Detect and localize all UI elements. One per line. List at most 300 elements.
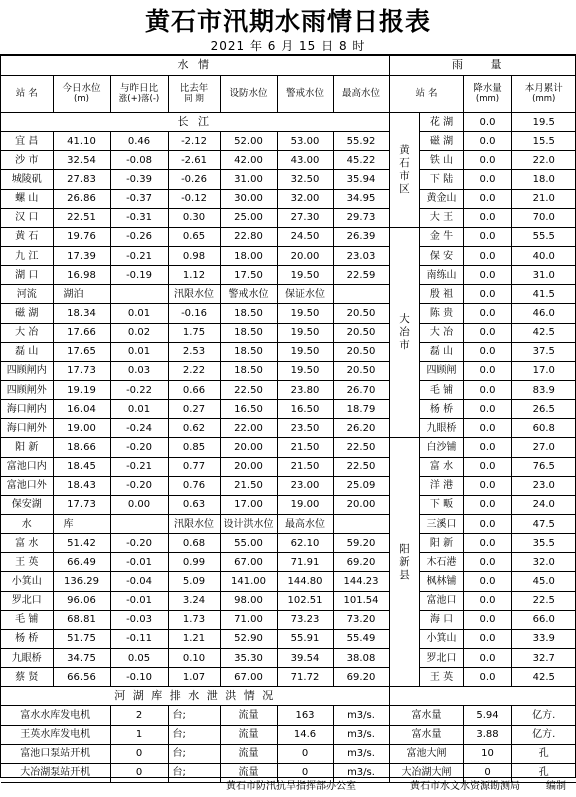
- lake-row: [1, 323, 389, 342]
- rain-month-value: [512, 304, 576, 323]
- level-value-text: -0.01: [126, 595, 152, 607]
- rain-precip-value: [464, 457, 512, 476]
- rain-col-month-header-main: 本月累计: [524, 83, 563, 95]
- level-value: [333, 629, 389, 648]
- rain-col-station-header-text: 站 名: [415, 87, 438, 99]
- drain-item-name-text: 富水水库发电机: [20, 709, 91, 721]
- level-value-text: 19.50: [290, 327, 320, 339]
- rain-group-name: [390, 438, 420, 687]
- level-value: [333, 495, 389, 514]
- level-value-text: 22.50: [234, 384, 263, 396]
- level-value: [277, 629, 333, 648]
- storage-unit-text: 亿方.: [532, 709, 556, 721]
- rain-station-name-text: 富 水: [429, 461, 454, 473]
- level-value-text: 20.00: [234, 461, 263, 473]
- level-value-text: -0.31: [126, 212, 152, 224]
- drain-unit-text: 台;: [172, 767, 186, 779]
- drain-flow-unit: [333, 744, 389, 763]
- drain-count-text: 1: [135, 729, 143, 741]
- rain-station-name-text: 大 王: [429, 212, 454, 224]
- level-value: [220, 151, 277, 170]
- rain-month-value: [512, 323, 576, 342]
- level-value: [53, 132, 110, 151]
- rain-station-name: [420, 246, 464, 265]
- station-name-text: 磊 山: [15, 346, 39, 358]
- level-value: [277, 151, 333, 170]
- rain-month-value-text: 31.0: [532, 269, 555, 281]
- level-value-text: -0.16: [181, 307, 207, 319]
- level-value-text: 43.00: [290, 154, 320, 166]
- station-name-text: 海口闸内: [6, 403, 47, 415]
- level-value-text: 31.00: [234, 173, 263, 185]
- level-value: [277, 476, 333, 495]
- level-value: [333, 380, 389, 399]
- drain-flow-value-text: 14.6: [293, 729, 317, 741]
- rain-station-name-text: 下 畈: [429, 499, 454, 511]
- station-name-text: 城陵矶: [11, 173, 42, 185]
- rain-month-value-text: 15.5: [532, 135, 555, 147]
- drain-flow-label: [220, 725, 277, 744]
- level-value-text: 18.00: [234, 250, 263, 262]
- rain-precip-value-text: 0.0: [479, 441, 496, 453]
- level-value-text: 51.42: [67, 537, 96, 549]
- level-value: [220, 572, 277, 591]
- level-value: [220, 553, 277, 572]
- level-value-text: -0.19: [126, 269, 152, 281]
- level-value: [110, 400, 168, 419]
- level-value-text: -0.26: [181, 173, 207, 185]
- rain-precip-value: [464, 648, 512, 667]
- drain-flow-unit-text: m3/s.: [347, 709, 375, 721]
- level-value: [110, 572, 168, 591]
- rain-station-name-text: 磁 湖: [429, 135, 454, 147]
- level-value: [220, 323, 277, 342]
- storage-row: [390, 725, 576, 744]
- level-value-text: 45.22: [346, 154, 376, 166]
- level-value: [110, 151, 168, 170]
- rain-month-value-text: 41.5: [532, 288, 555, 300]
- station-name-text: 宜 昌: [15, 135, 39, 147]
- level-value: [333, 151, 389, 170]
- col-station-header-text: 站 名: [15, 87, 38, 99]
- level-value-text: 0.99: [182, 556, 206, 568]
- rain-month-value: [512, 457, 576, 476]
- storage-label-text: 富水量: [411, 709, 442, 721]
- rain-station-name-text: 铁 山: [429, 154, 454, 166]
- level-value-text: 19.00: [67, 422, 96, 434]
- station-name-text: 毛 铺: [15, 614, 39, 626]
- level-value-text: 21.50: [290, 441, 320, 453]
- level-value-text: 0.46: [127, 135, 151, 147]
- storage-value-text: 10: [481, 748, 494, 760]
- changjiang-section-label: [1, 113, 389, 132]
- station-name: [1, 476, 53, 495]
- level-value: [333, 648, 389, 667]
- level-value: [110, 323, 168, 342]
- level-value: [53, 170, 110, 189]
- level-value-text: 67.00: [234, 671, 263, 683]
- station-name-text: 富池口内: [6, 461, 47, 473]
- level-value: [333, 668, 389, 687]
- level-value: [277, 380, 333, 399]
- level-value-text: 96.06: [67, 595, 96, 607]
- level-value-text: 0.66: [182, 384, 206, 396]
- level-value-text: -0.04: [126, 575, 152, 587]
- level-value-text: 25.00: [234, 212, 263, 224]
- rain-month-value-text: 23.0: [532, 480, 555, 492]
- level-value: [277, 534, 333, 553]
- col-highest-header-text: 最高水位: [341, 87, 380, 99]
- level-value: [110, 227, 168, 246]
- level-value-text: 18.43: [67, 480, 96, 492]
- level-value-text: 19.19: [67, 384, 96, 396]
- rain-precip-value-text: 0.0: [479, 518, 496, 530]
- col-vs-yesterday-header-main: 与昨日比: [119, 83, 158, 95]
- rain-month-value: [512, 514, 576, 533]
- level-value-text: 101.54: [343, 595, 379, 607]
- level-value: [220, 495, 277, 514]
- col-vs-yesterday-header: [110, 76, 168, 113]
- level-value: [53, 304, 110, 323]
- level-value-text: 19.50: [290, 365, 320, 377]
- reservoir-row: [1, 648, 389, 667]
- rain-precip-value-text: 0.0: [479, 556, 496, 568]
- drain-row: [1, 744, 389, 763]
- storage-label-text: 大冶湖大闸: [401, 767, 452, 779]
- rain-row: [390, 227, 576, 246]
- level-value: [110, 648, 168, 667]
- level-value: [53, 419, 110, 438]
- col-today-level-header: [53, 76, 110, 113]
- station-name-text: 螺 山: [15, 193, 39, 205]
- level-value-text: 27.83: [67, 173, 96, 185]
- station-name: [1, 648, 53, 667]
- rain-station-name: [420, 610, 464, 629]
- level-value-text: 23.00: [290, 480, 320, 492]
- col-station-header: [1, 76, 53, 113]
- rain-month-value-text: 70.0: [532, 212, 555, 224]
- level-value: [277, 553, 333, 572]
- drain-title-row: [1, 687, 389, 706]
- reservoir-row: [1, 629, 389, 648]
- level-value: [333, 227, 389, 246]
- level-value-text: 26.20: [346, 422, 376, 434]
- level-value-text: 16.98: [67, 269, 96, 281]
- level-value: [168, 572, 220, 591]
- level-value: [110, 132, 168, 151]
- level-value-text: 23.03: [346, 250, 376, 262]
- level-value-text: 25.09: [346, 480, 376, 492]
- rain-month-value-text: 40.0: [532, 250, 555, 262]
- level-value: [220, 400, 277, 419]
- level-value: [110, 419, 168, 438]
- level-value-text: 0.30: [182, 212, 206, 224]
- rain-group-name: [390, 113, 420, 228]
- rain-month-value-text: 22.0: [532, 154, 555, 166]
- storage-spacer-row: [390, 687, 576, 706]
- rain-row: [390, 438, 576, 457]
- rain-precip-value: [464, 419, 512, 438]
- rain-precip-value: [464, 610, 512, 629]
- rain-month-value: [512, 380, 576, 399]
- rain-month-value-text: 76.5: [532, 461, 555, 473]
- rain-station-name: [420, 495, 464, 514]
- level-value: [220, 361, 277, 380]
- level-value: [168, 553, 220, 572]
- station-name: [1, 610, 53, 629]
- rain-station-name: [420, 591, 464, 610]
- level-value: [110, 342, 168, 361]
- rain-precip-value-text: 0.0: [479, 154, 496, 166]
- station-name: [1, 495, 53, 514]
- col-highest-header: [333, 76, 389, 113]
- level-value-text: -0.03: [126, 614, 152, 626]
- rain-precip-value: [464, 132, 512, 151]
- reservoir-header-row: [1, 514, 389, 533]
- level-value: [220, 457, 277, 476]
- rain-precip-value: [464, 380, 512, 399]
- level-value-text: 20.00: [290, 250, 320, 262]
- storage-label: [390, 706, 464, 725]
- level-value-text: 18.34: [67, 307, 96, 319]
- rain-station-name-text: 黄金山: [426, 193, 457, 205]
- rain-month-value-text: 35.5: [532, 537, 555, 549]
- rain-group-name-text: 阳新县: [399, 542, 410, 581]
- level-value: [168, 189, 220, 208]
- drain-flow-label: [220, 744, 277, 763]
- col-today-level-header-sub: (m): [74, 93, 89, 104]
- station-name: [1, 132, 53, 151]
- level-value-text: 0.77: [182, 461, 206, 473]
- rain-month-value-text: 46.0: [532, 307, 555, 319]
- station-name: [1, 668, 53, 687]
- level-value-text: -0.39: [126, 173, 152, 185]
- lake-header-row: [1, 285, 389, 304]
- rain-month-value-text: 66.0: [532, 614, 555, 626]
- level-value-text: -2.12: [181, 135, 207, 147]
- level-value-text: 16.04: [67, 403, 96, 415]
- level-value-text: 30.00: [234, 193, 263, 205]
- level-value: [110, 208, 168, 227]
- storage-unit-text: 亿方.: [532, 729, 556, 741]
- level-value-text: -0.20: [126, 441, 152, 453]
- rain-station-name-text: 白沙铺: [426, 441, 457, 453]
- level-value-text: -0.20: [126, 480, 152, 492]
- rain-precip-value-text: 0.0: [479, 422, 496, 434]
- level-value-text: 0.76: [182, 480, 206, 492]
- level-value: [333, 610, 389, 629]
- station-name: [1, 629, 53, 648]
- rain-precip-value-text: 0.0: [479, 250, 496, 262]
- level-value: [277, 419, 333, 438]
- rain-precip-value-text: 0.0: [479, 193, 496, 205]
- storage-label: [390, 725, 464, 744]
- rain-month-value: [512, 400, 576, 419]
- drain-count: [110, 725, 168, 744]
- level-value-text: 17.50: [234, 269, 263, 281]
- level-value-text: 19.50: [290, 346, 320, 358]
- station-name-text: 杨 桥: [15, 633, 39, 645]
- level-value-text: 42.00: [234, 154, 263, 166]
- rain-precip-value: [464, 668, 512, 687]
- level-value-text: 68.81: [67, 614, 96, 626]
- changjiang-row: [1, 266, 389, 285]
- reservoir-header-row-cell: [53, 514, 110, 533]
- rain-month-value-text: 22.5: [532, 595, 555, 607]
- level-value: [53, 342, 110, 361]
- level-value-text: 73.20: [346, 614, 376, 626]
- rain-month-value-text: 83.9: [532, 384, 555, 396]
- rain-month-value: [512, 246, 576, 265]
- level-value-text: 55.49: [346, 633, 376, 645]
- storage-value: [464, 725, 512, 744]
- level-value: [110, 189, 168, 208]
- level-value-text: -0.24: [126, 422, 152, 434]
- lake-row: [1, 495, 389, 514]
- level-value: [168, 361, 220, 380]
- drain-item-name-text: 大冶湖泵站开机: [20, 767, 91, 779]
- level-value: [277, 266, 333, 285]
- changjiang-row: [1, 189, 389, 208]
- drain-row: [1, 706, 389, 725]
- station-name-text: 九 江: [15, 250, 39, 262]
- drain-flow-label: [220, 706, 277, 725]
- level-value-text: 17.65: [67, 346, 96, 358]
- level-value: [168, 323, 220, 342]
- reservoir-header-row-cell: [277, 514, 333, 533]
- station-name-text: 四顾闸外: [6, 384, 47, 396]
- level-value-text: 55.00: [234, 537, 263, 549]
- rain-month-value-text: 26.5: [532, 403, 555, 415]
- rain-precip-value: [464, 514, 512, 533]
- level-value-text: 39.54: [290, 652, 320, 664]
- level-value-text: 22.80: [234, 231, 263, 243]
- level-value-text: 17.66: [67, 327, 96, 339]
- lake-header-row-cell-text: 警戒水位: [228, 288, 269, 300]
- drain-count-text: 0: [135, 767, 143, 779]
- level-value: [53, 668, 110, 687]
- rain-col-month-header-sub: (mm): [532, 93, 556, 104]
- drain-item-name: [1, 725, 110, 744]
- changjiang-row: [1, 246, 389, 265]
- storage-value-text: 5.94: [476, 709, 499, 721]
- lake-row: [1, 419, 389, 438]
- level-value: [168, 132, 220, 151]
- level-value: [168, 419, 220, 438]
- reservoir-header-row-cell-text: 设计洪水位: [223, 518, 274, 530]
- rain-precip-value: [464, 151, 512, 170]
- rain-col-precip-header-main: 降水量: [473, 83, 502, 95]
- rain-month-value: [512, 419, 576, 438]
- rain-station-name: [420, 380, 464, 399]
- rain-month-value-text: 27.0: [532, 441, 555, 453]
- rain-station-name-text: 南练山: [426, 269, 457, 281]
- level-value-text: -0.01: [126, 556, 152, 568]
- station-name-text: 海口闸外: [6, 422, 47, 434]
- level-value: [53, 361, 110, 380]
- level-value: [220, 668, 277, 687]
- level-value: [110, 304, 168, 323]
- rain-header-row: [390, 76, 576, 113]
- station-name-text: 大 冶: [15, 327, 39, 339]
- level-value: [333, 457, 389, 476]
- lake-row: [1, 361, 389, 380]
- level-value-text: 20.00: [234, 441, 263, 453]
- level-value-text: 52.00: [234, 135, 263, 147]
- rain-station-name: [420, 227, 464, 246]
- rain-month-value: [512, 227, 576, 246]
- rain-station-name-text: 九眼桥: [426, 422, 457, 434]
- lake-row: [1, 476, 389, 495]
- rain-station-name-text: 保 安: [429, 250, 454, 262]
- level-value: [220, 266, 277, 285]
- level-value: [110, 610, 168, 629]
- level-value-text: 0.85: [182, 441, 206, 453]
- rain-station-name: [420, 361, 464, 380]
- rain-precip-value: [464, 361, 512, 380]
- reservoir-row: [1, 534, 389, 553]
- level-value: [53, 629, 110, 648]
- level-value-text: 1.12: [182, 269, 206, 281]
- report-date: 2021 年 6 月 15 日 8 时: [210, 39, 366, 53]
- level-value: [168, 151, 220, 170]
- rain-station-name: [420, 189, 464, 208]
- rain-station-name-text: 枫林铺: [426, 575, 457, 587]
- level-value-text: 17.00: [234, 499, 263, 511]
- level-value: [220, 610, 277, 629]
- drain-flow-value: [277, 744, 333, 763]
- level-value: [220, 227, 277, 246]
- lake-header-row-cell-text: 湖泊: [63, 288, 84, 300]
- rain-precip-value: [464, 629, 512, 648]
- rain-month-value: [512, 113, 576, 132]
- rain-station-name: [420, 113, 464, 132]
- rain-precip-value-text: 0.0: [479, 365, 496, 377]
- level-value: [53, 189, 110, 208]
- lake-header-row-cell: [277, 285, 333, 304]
- changjiang-row: [1, 227, 389, 246]
- storage-unit-text: 孔: [538, 767, 549, 779]
- level-value-text: 16.50: [290, 403, 320, 415]
- level-value-text: 18.66: [67, 441, 96, 453]
- station-name-text: 汉 口: [15, 212, 39, 224]
- level-value: [220, 170, 277, 189]
- changjiang-row: [1, 151, 389, 170]
- level-value: [277, 189, 333, 208]
- level-value: [333, 189, 389, 208]
- level-value: [110, 476, 168, 495]
- station-name-text: 富 水: [15, 537, 39, 549]
- level-value-text: 35.94: [346, 173, 376, 185]
- lake-row: [1, 400, 389, 419]
- level-value-text: 0.00: [127, 499, 151, 511]
- level-value-text: -0.37: [126, 193, 152, 205]
- rain-precip-value-text: 0.0: [479, 633, 496, 645]
- rain-month-value: [512, 591, 576, 610]
- level-value-text: 34.75: [67, 652, 96, 664]
- level-value-text: 21.50: [290, 461, 320, 473]
- storage-unit-text: 孔: [538, 748, 549, 760]
- level-value-text: 0.02: [127, 327, 151, 339]
- level-value-text: -0.10: [126, 671, 152, 683]
- footer-office: 黄石市防汛抗旱指挥部办公室: [226, 781, 356, 792]
- level-value: [53, 227, 110, 246]
- level-value: [53, 610, 110, 629]
- level-value: [168, 476, 220, 495]
- rain-precip-value-text: 0.0: [479, 614, 496, 626]
- lake-header-row-cell: [1, 285, 53, 304]
- level-value-text: 26.86: [67, 193, 96, 205]
